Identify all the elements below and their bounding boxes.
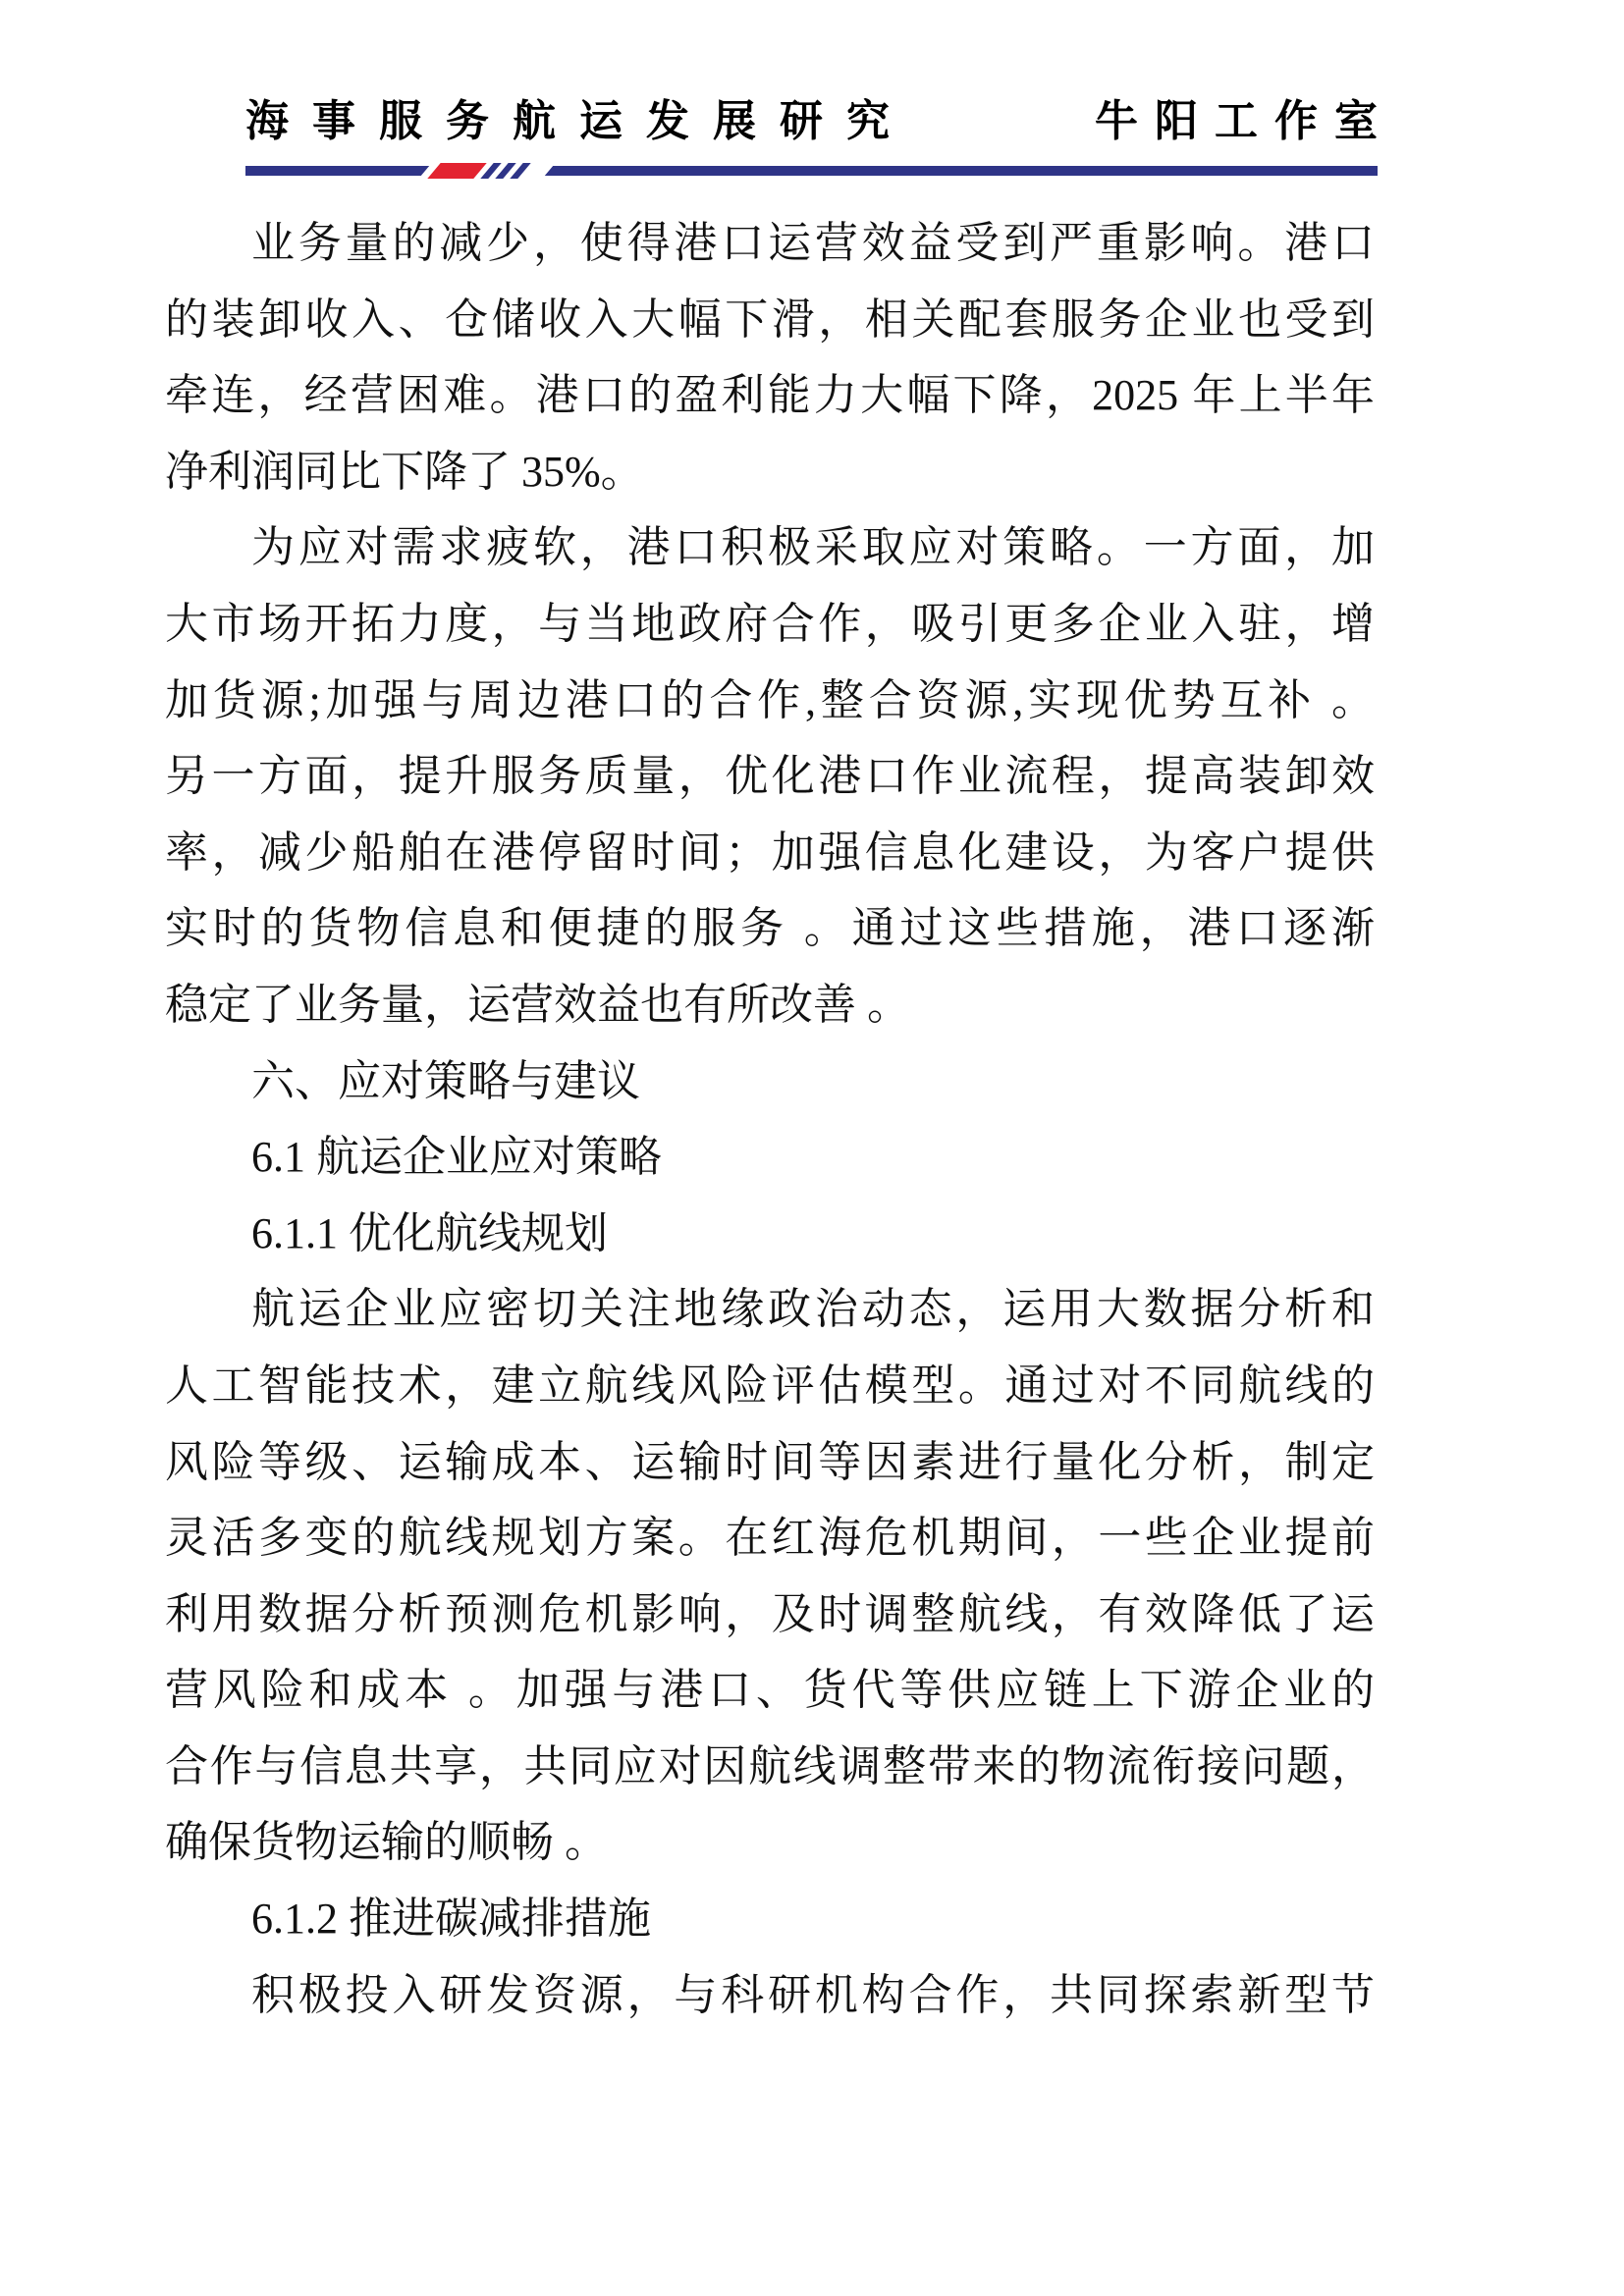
document-body — [165, 205, 1375, 2033]
text-line: 实时的货物信息和便捷的服务 。通过这些措施，港口逐渐 — [165, 904, 1375, 953]
text-line: 净利润同比下降了 35%。 — [165, 447, 644, 496]
heading-line: 6.1.1 优化航线规划 — [251, 1208, 608, 1257]
heading-line: 6.1 航运企业应对策略 — [251, 1133, 662, 1182]
text-line: 积极投入研发资源，与科研机构合作，共同探索新型节 — [251, 1970, 1375, 2019]
heading-line: 六、应对策略与建议 — [251, 1056, 640, 1105]
header-title-left: 海事服务航运发展研究 — [245, 97, 913, 145]
text-line: 率，减少船舶在港停留时间；加强信息化建设，为客户提供 — [165, 828, 1375, 877]
text-line: 利用数据分析预测危机影响，及时调整航线，有效降低了运 — [165, 1589, 1375, 1638]
divider-accent-red-block — [427, 163, 486, 179]
text-line: 大市场开拓力度，与当地政府合作，吸引更多企业入驻，增 — [165, 599, 1375, 648]
text-line: 确保货物运输的顺畅 。 — [165, 1818, 608, 1867]
text-line: 人工智能技术，建立航线风险评估模型。通过对不同航线的 — [165, 1361, 1375, 1410]
text-line: 为应对需求疲软，港口积极采取应对策略。一方面，加 — [251, 523, 1375, 572]
header-title-right: 牛阳工作室 — [1095, 97, 1394, 145]
text-line: 合作与信息共享，共同应对因航线调整带来的物流衔接问题， — [165, 1741, 1375, 1790]
text-line: 航运企业应密切关注地缘政治动态，运用大数据分析和 — [251, 1285, 1375, 1334]
header-divider — [245, 166, 1378, 176]
text-line: 另一方面，提升服务质量，优化港口作业流程，提高装卸效 — [165, 752, 1375, 801]
divider-accent — [418, 163, 555, 179]
text-line: 灵活多变的航线规划方案。在红海危机期间，一些企业提前 — [165, 1514, 1375, 1563]
text-line: 营风险和成本 。加强与港口、货代等供应链上下游企业的 — [165, 1666, 1375, 1715]
text-line: 加货源;加强与周边港口的合作,整合资源,实现优势互补 。 — [165, 675, 1375, 724]
heading-line: 6.1.2 推进碳减排措施 — [251, 1895, 651, 1944]
text-line: 风险等级、运输成本、运输时间等因素进行量化分析，制定 — [165, 1437, 1375, 1486]
text-line: 的装卸收入、仓储收入大幅下滑，相关配套服务企业也受到 — [165, 294, 1375, 344]
text-line: 稳定了业务量，运营效益也有所改善 。 — [165, 980, 910, 1029]
text-line: 业务量的减少，使得港口运营效益受到严重影响。港口 — [251, 219, 1375, 267]
text-line: 牵连，经营困难。港口的盈利能力大幅下降，2025 年上半年 — [165, 371, 1375, 420]
